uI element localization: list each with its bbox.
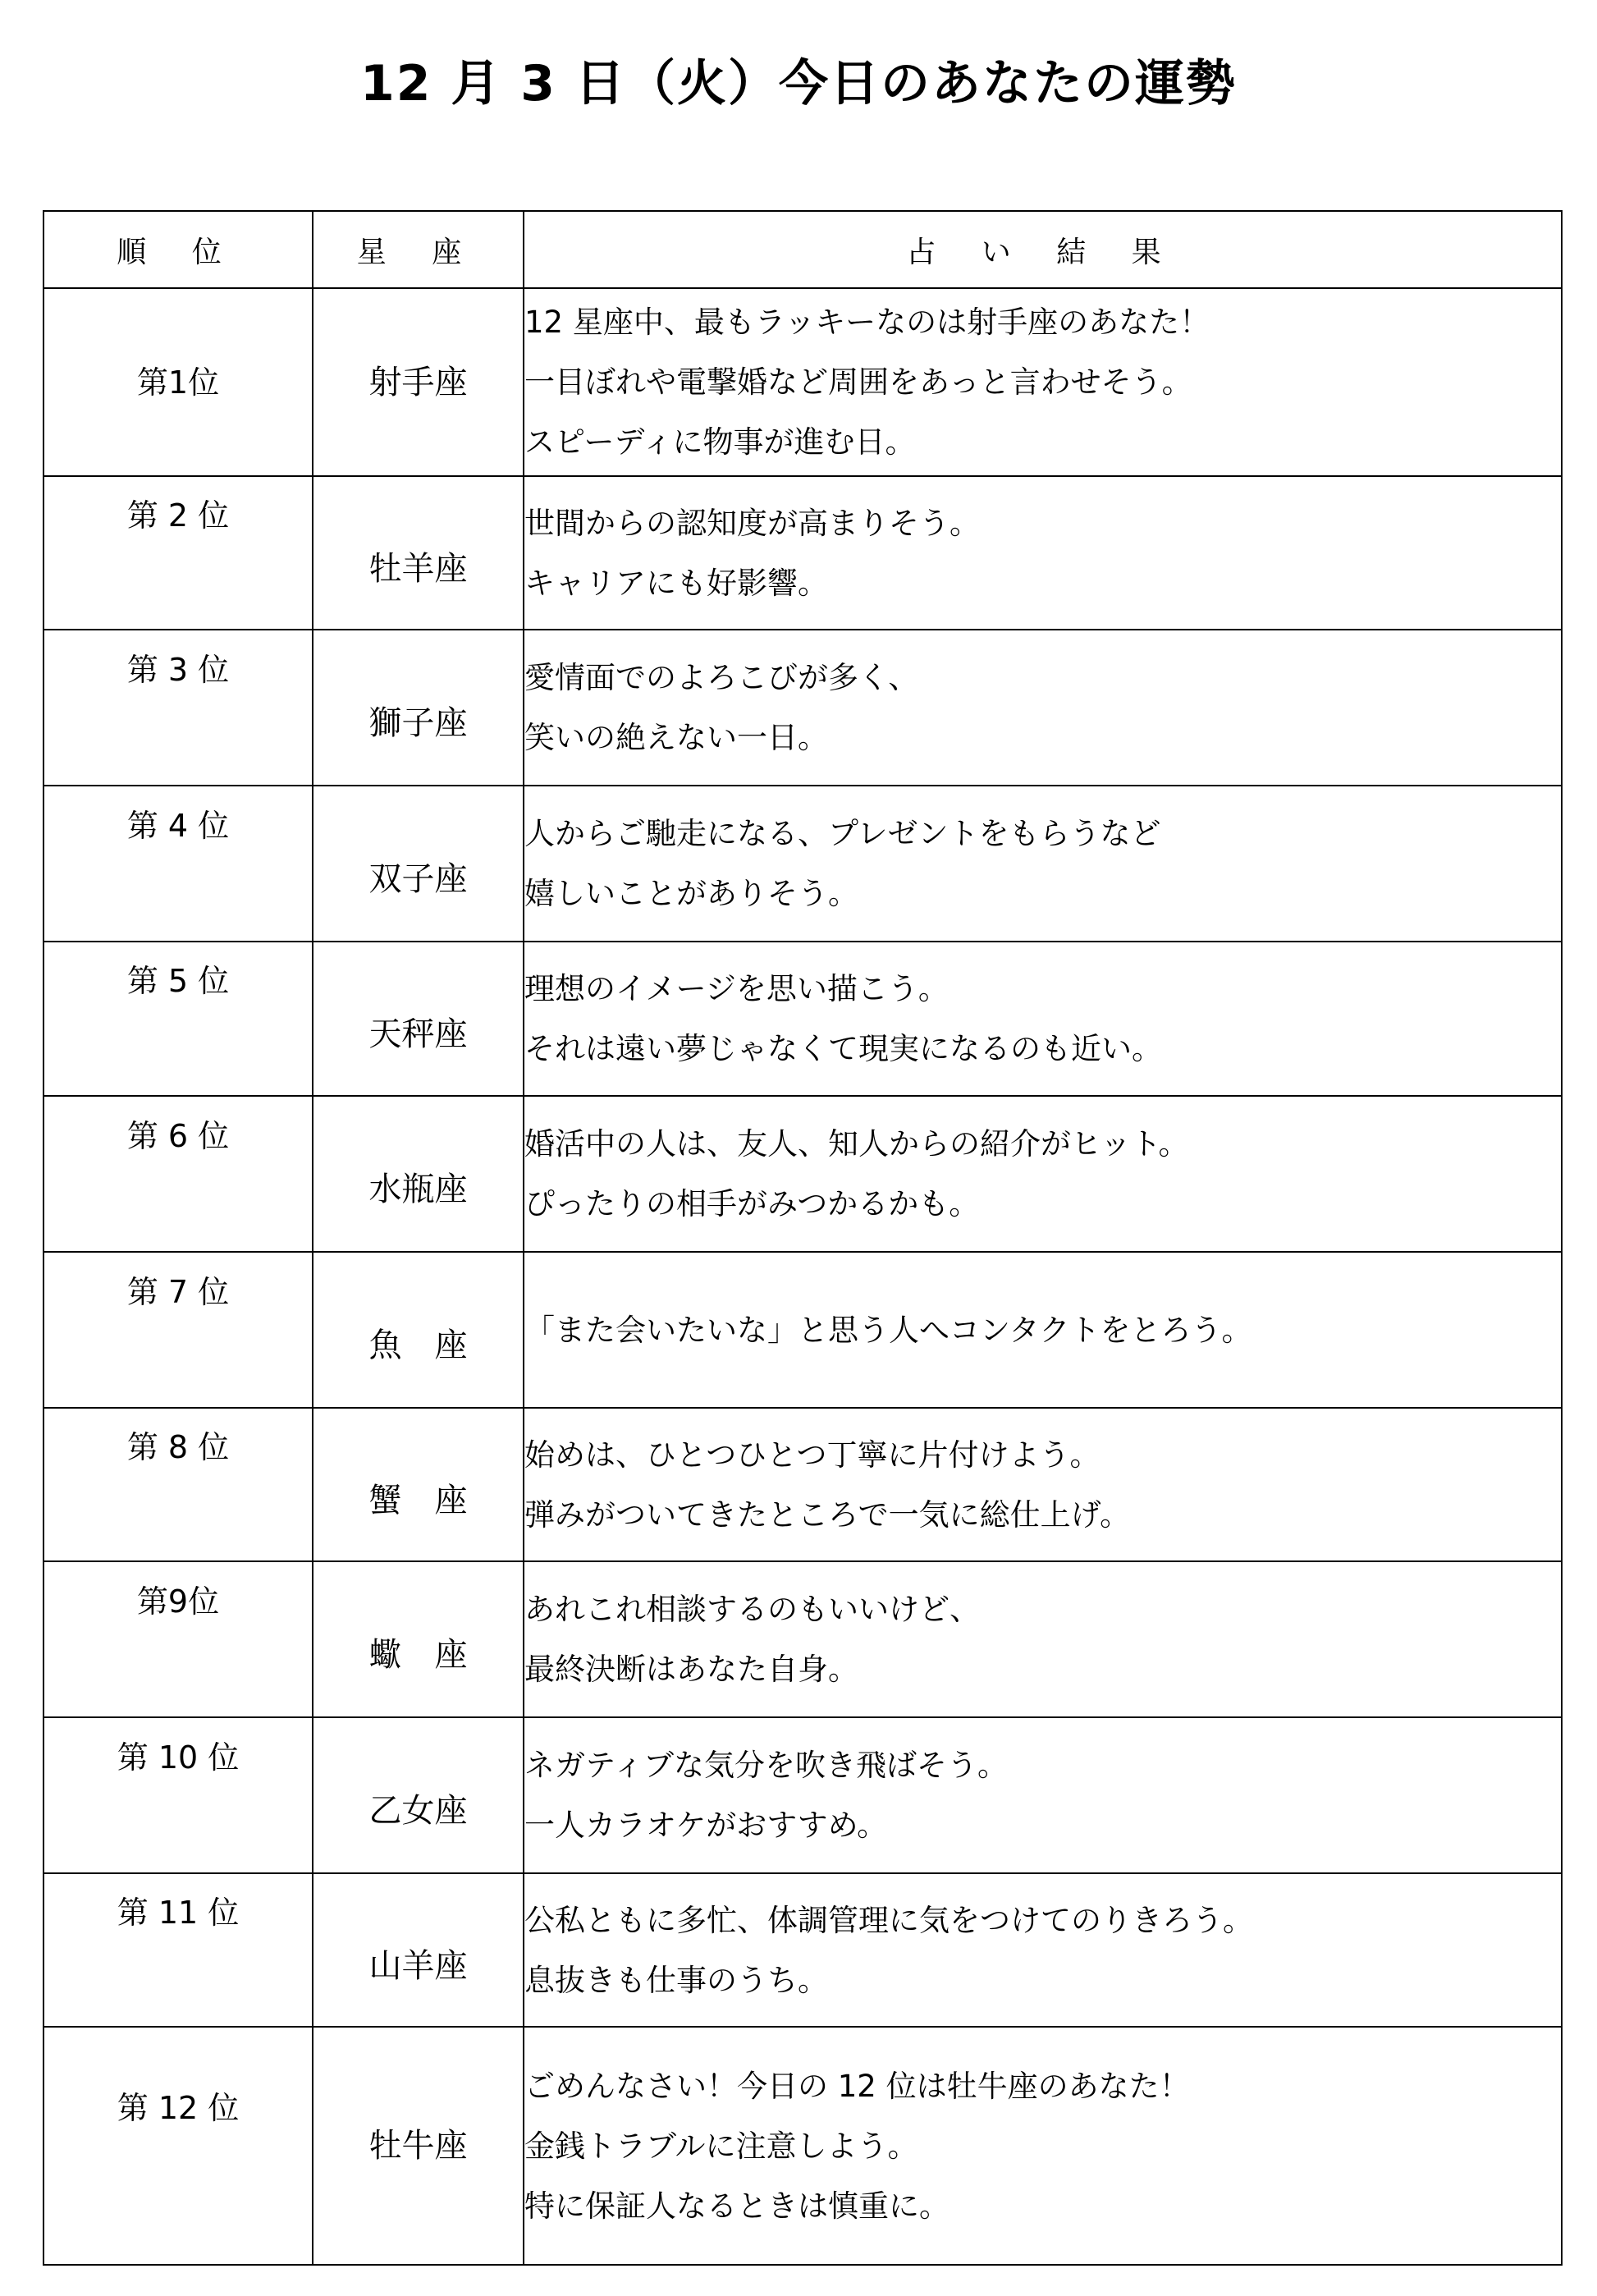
rank-cell: 第 11 位: [43, 1873, 313, 2027]
result-line: あれこれ相談するのもいいけど、: [524, 1592, 980, 1627]
result-line: 12 星座中、最もラッキーなのは射手座のあなた！: [524, 305, 1210, 340]
result-cell: [524, 1252, 1562, 1408]
result-line: 始めは、ひとつひとつ丁寧に片付けよう。: [524, 1437, 1101, 1473]
result-column-header: 占 い 結 果: [524, 211, 1562, 288]
sign-cell: 乙女座: [313, 1717, 524, 1873]
result-line: 公私ともに多忙、体調管理に気をつけてのりきろう。: [524, 1902, 1253, 1938]
result-line: それは遠い夢じゃなくて現実になるのも近い。: [524, 1031, 1162, 1066]
page-title: 12 月 3 日（火）今日のあなたの運勢: [360, 55, 1237, 112]
result-line: 特に保証人なるときは慎重に。: [524, 2188, 950, 2224]
result-line: 最終決断はあなた自身。: [524, 1652, 858, 1687]
rank-cell: 第 7 位: [43, 1252, 313, 1408]
result-cell: [524, 1561, 1562, 1717]
result-line: 愛情面でのよろこびが多く、: [524, 660, 919, 695]
result-line: 婚活中の人は、友人、知人からの紹介がヒット。: [524, 1126, 1189, 1162]
table-row: [43, 476, 1562, 630]
result-cell: [524, 630, 1562, 786]
sign-column-header: 星 座: [313, 211, 524, 288]
result-cell: [524, 1096, 1562, 1252]
sign-cell: 蟹 座: [313, 1408, 524, 1561]
result-line: 「また会いたいな」と思う人へコンタクトをとろう。: [524, 1312, 1252, 1348]
table-row: [43, 1873, 1562, 2027]
sign-cell: 山羊座: [313, 1873, 524, 2027]
result-line: 理想のイメージを思い描こう。: [524, 971, 949, 1006]
rank-cell: 第 6 位: [43, 1096, 313, 1252]
result-line: ぴったりの相手がみつかるかも。: [524, 1186, 980, 1221]
sign-cell: 蠍 座: [313, 1561, 524, 1717]
rank-cell: 第 8 位: [43, 1408, 313, 1561]
result-line: スピーディに物事が進む日。: [524, 424, 916, 460]
result-line: 一目ぼれや電撃婚など周囲をあっと言わせそう。: [524, 364, 1192, 400]
rank-cell: 第 10 位: [43, 1717, 313, 1873]
table-row: [43, 1408, 1562, 1561]
result-cell: [524, 476, 1562, 630]
result-line: 嬉しいことがありそう。: [524, 876, 858, 911]
result-line: ネガティブな気分を吹き飛ばそう。: [524, 1748, 1009, 1783]
table-row: [43, 1096, 1562, 1252]
table-row: [43, 786, 1562, 942]
sign-cell: 射手座: [313, 288, 524, 476]
result-line: ごめんなさい！今日の 12 位は牡牛座のあなた！: [524, 2068, 1190, 2104]
table-row: [43, 2027, 1562, 2265]
result-line: 笑いの絶えない一日。: [524, 720, 828, 755]
rank-cell: 第 12 位: [43, 2027, 313, 2265]
result-line: 弾みがついてきたところで一気に総仕上げ。: [524, 1496, 1131, 1533]
table-row: [43, 288, 1562, 476]
table-row: [43, 630, 1562, 786]
result-line: 金銭トラブルに注意しよう。: [524, 2128, 918, 2164]
sign-cell: 天秤座: [313, 942, 524, 1096]
result-cell: [524, 1717, 1562, 1873]
result-cell: [524, 288, 1562, 476]
sign-cell: 牡羊座: [313, 476, 524, 630]
rank-cell: 第 4 位: [43, 786, 313, 942]
result-cell: [524, 1873, 1562, 2027]
header-row: [43, 211, 1562, 288]
result-line: 人からご馳走になる、プレゼントをもらうなど: [524, 816, 1161, 851]
rank-cell: 第1位: [43, 288, 313, 476]
result-cell: [524, 2027, 1562, 2265]
rank-cell: 第 2 位: [43, 476, 313, 630]
result-line: 息抜きも仕事のうち。: [524, 1962, 828, 1998]
sign-cell: 魚 座: [313, 1252, 524, 1408]
rank-cell: 第 3 位: [43, 630, 313, 786]
result-cell: [524, 942, 1562, 1096]
sign-cell: 水瓶座: [313, 1096, 524, 1252]
result-cell: [524, 786, 1562, 942]
sign-cell: 双子座: [313, 786, 524, 942]
rank-cell: 第 5 位: [43, 942, 313, 1096]
result-line: 一人カラオケがおすすめ。: [524, 1808, 888, 1843]
rank-cell: 第9位: [43, 1561, 313, 1717]
table-row: [43, 942, 1562, 1096]
sign-cell: 獅子座: [313, 630, 524, 786]
result-line: 世間からの認知度が高まりそう。: [524, 505, 980, 541]
fortune-table: [43, 210, 1563, 2266]
rank-column-header: 順 位: [43, 211, 313, 288]
result-cell: [524, 1408, 1562, 1561]
result-line: キャリアにも好影響。: [524, 565, 828, 601]
table-row: [43, 1252, 1562, 1408]
table-row: [43, 1717, 1562, 1873]
sign-cell: 牡牛座: [313, 2027, 524, 2265]
table-row: [43, 1561, 1562, 1717]
